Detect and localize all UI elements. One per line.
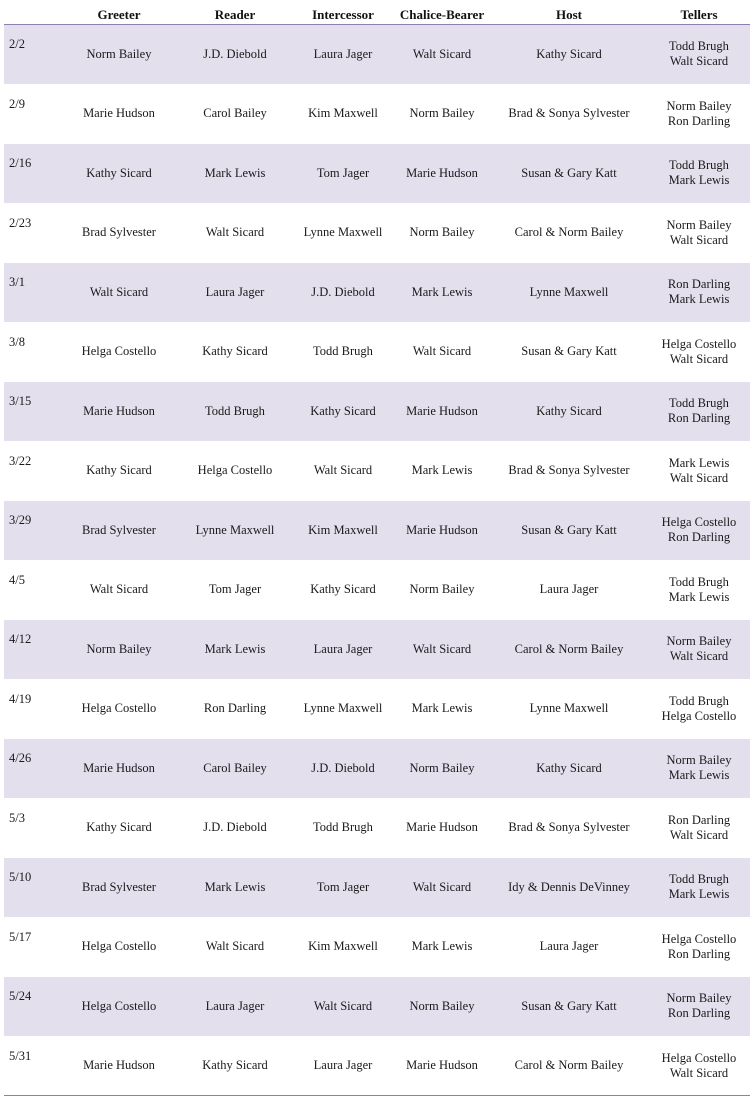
host-cell: Carol & Norm Bailey bbox=[490, 620, 648, 680]
chalice-bearer-cell: Mark Lewis bbox=[394, 263, 490, 323]
host-cell: Brad & Sonya Sylvester bbox=[490, 84, 648, 144]
chalice-bearer-cell: Walt Sicard bbox=[394, 322, 490, 382]
date-cell: 4/26 bbox=[4, 739, 60, 799]
host-cell: Carol & Norm Bailey bbox=[490, 1036, 648, 1096]
greeter-cell: Walt Sicard bbox=[60, 263, 178, 323]
chalice-bearer-cell: Marie Hudson bbox=[394, 501, 490, 561]
teller-name: Ron Darling bbox=[667, 946, 731, 961]
teller-name: Walt Sicard bbox=[669, 351, 729, 366]
table-row bbox=[4, 858, 750, 918]
table-row bbox=[4, 977, 750, 1037]
host-cell: Carol & Norm Bailey bbox=[490, 203, 648, 263]
chalice-bearer-cell: Norm Bailey bbox=[394, 203, 490, 263]
host-cell: Susan & Gary Katt bbox=[490, 322, 648, 382]
chalice-bearer-cell: Marie Hudson bbox=[394, 144, 490, 204]
table-row bbox=[4, 144, 750, 204]
greeter-cell: Norm Bailey bbox=[60, 25, 178, 85]
table-row bbox=[4, 739, 750, 799]
teller-name: Todd Brugh bbox=[669, 872, 729, 887]
table-row bbox=[4, 1036, 750, 1096]
teller-name: Todd Brugh bbox=[669, 574, 729, 589]
teller-name: Norm Bailey bbox=[666, 217, 732, 232]
intercessor-cell: Walt Sicard bbox=[292, 977, 394, 1037]
reader-cell: Kathy Sicard bbox=[178, 1036, 292, 1096]
host-cell: Brad & Sonya Sylvester bbox=[490, 798, 648, 858]
date-cell: 2/2 bbox=[4, 25, 60, 85]
reader-cell: Helga Costello bbox=[178, 441, 292, 501]
greeter-cell: Kathy Sicard bbox=[60, 441, 178, 501]
intercessor-cell: J.D. Diebold bbox=[292, 263, 394, 323]
tellers-cell bbox=[648, 84, 750, 144]
teller-name: Ron Darling bbox=[667, 113, 731, 128]
intercessor-cell: Kim Maxwell bbox=[292, 917, 394, 977]
table-row bbox=[4, 382, 750, 442]
header-greeter: Greeter bbox=[60, 3, 178, 25]
ministry-schedule-table bbox=[4, 3, 750, 1096]
tellers-cell bbox=[648, 382, 750, 442]
date-cell: 5/3 bbox=[4, 798, 60, 858]
table-row bbox=[4, 679, 750, 739]
greeter-cell: Helga Costello bbox=[60, 917, 178, 977]
header-reader: Reader bbox=[178, 3, 292, 25]
teller-name: Norm Bailey bbox=[666, 991, 732, 1006]
chalice-bearer-cell: Mark Lewis bbox=[394, 441, 490, 501]
table-row bbox=[4, 917, 750, 977]
reader-cell: Todd Brugh bbox=[178, 382, 292, 442]
date-cell: 3/22 bbox=[4, 441, 60, 501]
teller-name: Helga Costello bbox=[661, 931, 737, 946]
chalice-bearer-cell: Marie Hudson bbox=[394, 382, 490, 442]
tellers-cell bbox=[648, 25, 750, 85]
teller-name: Mark Lewis bbox=[668, 292, 730, 307]
reader-cell: Kathy Sicard bbox=[178, 322, 292, 382]
table-row bbox=[4, 560, 750, 620]
tellers-cell bbox=[648, 144, 750, 204]
date-cell: 5/24 bbox=[4, 977, 60, 1037]
reader-cell: Tom Jager bbox=[178, 560, 292, 620]
host-cell: Kathy Sicard bbox=[490, 739, 648, 799]
reader-cell: Walt Sicard bbox=[178, 203, 292, 263]
greeter-cell: Kathy Sicard bbox=[60, 144, 178, 204]
reader-cell: J.D. Diebold bbox=[178, 25, 292, 85]
date-cell: 3/29 bbox=[4, 501, 60, 561]
date-cell: 4/5 bbox=[4, 560, 60, 620]
tellers-cell bbox=[648, 441, 750, 501]
tellers-cell bbox=[648, 798, 750, 858]
table-header bbox=[4, 3, 750, 25]
teller-name: Todd Brugh bbox=[669, 396, 729, 411]
teller-name: Walt Sicard bbox=[669, 1065, 729, 1080]
intercessor-cell: Lynne Maxwell bbox=[292, 203, 394, 263]
host-cell: Lynne Maxwell bbox=[490, 263, 648, 323]
table-row bbox=[4, 798, 750, 858]
host-cell: Kathy Sicard bbox=[490, 25, 648, 85]
teller-name: Todd Brugh bbox=[669, 158, 729, 173]
tellers-cell bbox=[648, 739, 750, 799]
greeter-cell: Brad Sylvester bbox=[60, 203, 178, 263]
tellers-cell bbox=[648, 501, 750, 561]
date-cell: 4/12 bbox=[4, 620, 60, 680]
date-cell: 5/10 bbox=[4, 858, 60, 918]
reader-cell: Mark Lewis bbox=[178, 858, 292, 918]
greeter-cell: Helga Costello bbox=[60, 322, 178, 382]
table-row bbox=[4, 203, 750, 263]
greeter-cell: Brad Sylvester bbox=[60, 501, 178, 561]
tellers-cell bbox=[648, 620, 750, 680]
intercessor-cell: Todd Brugh bbox=[292, 322, 394, 382]
chalice-bearer-cell: Marie Hudson bbox=[394, 798, 490, 858]
chalice-bearer-cell: Norm Bailey bbox=[394, 977, 490, 1037]
teller-name: Helga Costello bbox=[661, 515, 737, 530]
greeter-cell: Helga Costello bbox=[60, 679, 178, 739]
teller-name: Walt Sicard bbox=[669, 649, 729, 664]
tellers-cell bbox=[648, 1036, 750, 1096]
chalice-bearer-cell: Mark Lewis bbox=[394, 917, 490, 977]
host-cell: Brad & Sonya Sylvester bbox=[490, 441, 648, 501]
reader-cell: Carol Bailey bbox=[178, 84, 292, 144]
teller-name: Helga Costello bbox=[661, 1050, 737, 1065]
host-cell: Susan & Gary Katt bbox=[490, 144, 648, 204]
tellers-cell bbox=[648, 560, 750, 620]
intercessor-cell: Kathy Sicard bbox=[292, 382, 394, 442]
greeter-cell: Marie Hudson bbox=[60, 382, 178, 442]
tellers-cell bbox=[648, 977, 750, 1037]
tellers-cell bbox=[648, 322, 750, 382]
date-cell: 3/8 bbox=[4, 322, 60, 382]
table-row bbox=[4, 620, 750, 680]
intercessor-cell: Laura Jager bbox=[292, 620, 394, 680]
host-cell: Laura Jager bbox=[490, 917, 648, 977]
tellers-cell bbox=[648, 203, 750, 263]
intercessor-cell: Todd Brugh bbox=[292, 798, 394, 858]
header-tellers: Tellers bbox=[648, 3, 750, 25]
teller-name: Mark Lewis bbox=[668, 768, 730, 783]
host-cell: Idy & Dennis DeVinney bbox=[490, 858, 648, 918]
teller-name: Helga Costello bbox=[661, 708, 737, 723]
teller-name: Walt Sicard bbox=[669, 54, 729, 69]
reader-cell: Walt Sicard bbox=[178, 917, 292, 977]
table-row bbox=[4, 25, 750, 85]
tellers-cell bbox=[648, 917, 750, 977]
teller-name: Ron Darling bbox=[667, 812, 731, 827]
reader-cell: Laura Jager bbox=[178, 977, 292, 1037]
intercessor-cell: Laura Jager bbox=[292, 1036, 394, 1096]
date-cell: 3/1 bbox=[4, 263, 60, 323]
header-date bbox=[4, 3, 60, 25]
teller-name: Norm Bailey bbox=[666, 753, 732, 768]
host-cell: Lynne Maxwell bbox=[490, 679, 648, 739]
intercessor-cell: Lynne Maxwell bbox=[292, 679, 394, 739]
teller-name: Norm Bailey bbox=[666, 634, 732, 649]
intercessor-cell: Kim Maxwell bbox=[292, 84, 394, 144]
intercessor-cell: Kim Maxwell bbox=[292, 501, 394, 561]
teller-name: Mark Lewis bbox=[668, 887, 730, 902]
table-row bbox=[4, 263, 750, 323]
table-row bbox=[4, 501, 750, 561]
teller-name: Mark Lewis bbox=[668, 173, 730, 188]
chalice-bearer-cell: Norm Bailey bbox=[394, 84, 490, 144]
greeter-cell: Brad Sylvester bbox=[60, 858, 178, 918]
reader-cell: J.D. Diebold bbox=[178, 798, 292, 858]
teller-name: Walt Sicard bbox=[669, 470, 729, 485]
chalice-bearer-cell: Marie Hudson bbox=[394, 1036, 490, 1096]
date-cell: 5/17 bbox=[4, 917, 60, 977]
greeter-cell: Marie Hudson bbox=[60, 84, 178, 144]
chalice-bearer-cell: Walt Sicard bbox=[394, 620, 490, 680]
teller-name: Ron Darling bbox=[667, 530, 731, 545]
greeter-cell: Helga Costello bbox=[60, 977, 178, 1037]
intercessor-cell: Walt Sicard bbox=[292, 441, 394, 501]
teller-name: Todd Brugh bbox=[669, 39, 729, 54]
tellers-cell bbox=[648, 858, 750, 918]
teller-name: Walt Sicard bbox=[669, 232, 729, 247]
teller-name: Helga Costello bbox=[661, 336, 737, 351]
teller-name: Norm Bailey bbox=[666, 98, 732, 113]
table-row bbox=[4, 322, 750, 382]
reader-cell: Mark Lewis bbox=[178, 620, 292, 680]
chalice-bearer-cell: Norm Bailey bbox=[394, 560, 490, 620]
teller-name: Walt Sicard bbox=[669, 827, 729, 842]
chalice-bearer-cell: Walt Sicard bbox=[394, 25, 490, 85]
chalice-bearer-cell: Mark Lewis bbox=[394, 679, 490, 739]
greeter-cell: Kathy Sicard bbox=[60, 798, 178, 858]
date-cell: 4/19 bbox=[4, 679, 60, 739]
tellers-cell bbox=[648, 263, 750, 323]
teller-name: Ron Darling bbox=[667, 1006, 731, 1021]
date-cell: 2/9 bbox=[4, 84, 60, 144]
intercessor-cell: Tom Jager bbox=[292, 858, 394, 918]
greeter-cell: Marie Hudson bbox=[60, 1036, 178, 1096]
intercessor-cell: J.D. Diebold bbox=[292, 739, 394, 799]
header-row bbox=[4, 3, 750, 25]
greeter-cell: Walt Sicard bbox=[60, 560, 178, 620]
reader-cell: Laura Jager bbox=[178, 263, 292, 323]
reader-cell: Carol Bailey bbox=[178, 739, 292, 799]
host-cell: Kathy Sicard bbox=[490, 382, 648, 442]
intercessor-cell: Tom Jager bbox=[292, 144, 394, 204]
reader-cell: Mark Lewis bbox=[178, 144, 292, 204]
date-cell: 5/31 bbox=[4, 1036, 60, 1096]
teller-name: Mark Lewis bbox=[668, 589, 730, 604]
date-cell: 3/15 bbox=[4, 382, 60, 442]
header-intercessor: Intercessor bbox=[292, 3, 394, 25]
reader-cell: Ron Darling bbox=[178, 679, 292, 739]
date-cell: 2/16 bbox=[4, 144, 60, 204]
tellers-cell bbox=[648, 679, 750, 739]
table-body bbox=[4, 25, 750, 1096]
chalice-bearer-cell: Walt Sicard bbox=[394, 858, 490, 918]
reader-cell: Lynne Maxwell bbox=[178, 501, 292, 561]
greeter-cell: Marie Hudson bbox=[60, 739, 178, 799]
greeter-cell: Norm Bailey bbox=[60, 620, 178, 680]
date-cell: 2/23 bbox=[4, 203, 60, 263]
teller-name: Ron Darling bbox=[667, 411, 731, 426]
teller-name: Ron Darling bbox=[667, 277, 731, 292]
host-cell: Laura Jager bbox=[490, 560, 648, 620]
intercessor-cell: Kathy Sicard bbox=[292, 560, 394, 620]
header-host: Host bbox=[490, 3, 648, 25]
teller-name: Todd Brugh bbox=[669, 693, 729, 708]
teller-name: Mark Lewis bbox=[668, 455, 730, 470]
table-row bbox=[4, 84, 750, 144]
intercessor-cell: Laura Jager bbox=[292, 25, 394, 85]
header-chalice-bearer: Chalice-Bearer bbox=[394, 3, 490, 25]
host-cell: Susan & Gary Katt bbox=[490, 501, 648, 561]
chalice-bearer-cell: Norm Bailey bbox=[394, 739, 490, 799]
table-row bbox=[4, 441, 750, 501]
host-cell: Susan & Gary Katt bbox=[490, 977, 648, 1037]
